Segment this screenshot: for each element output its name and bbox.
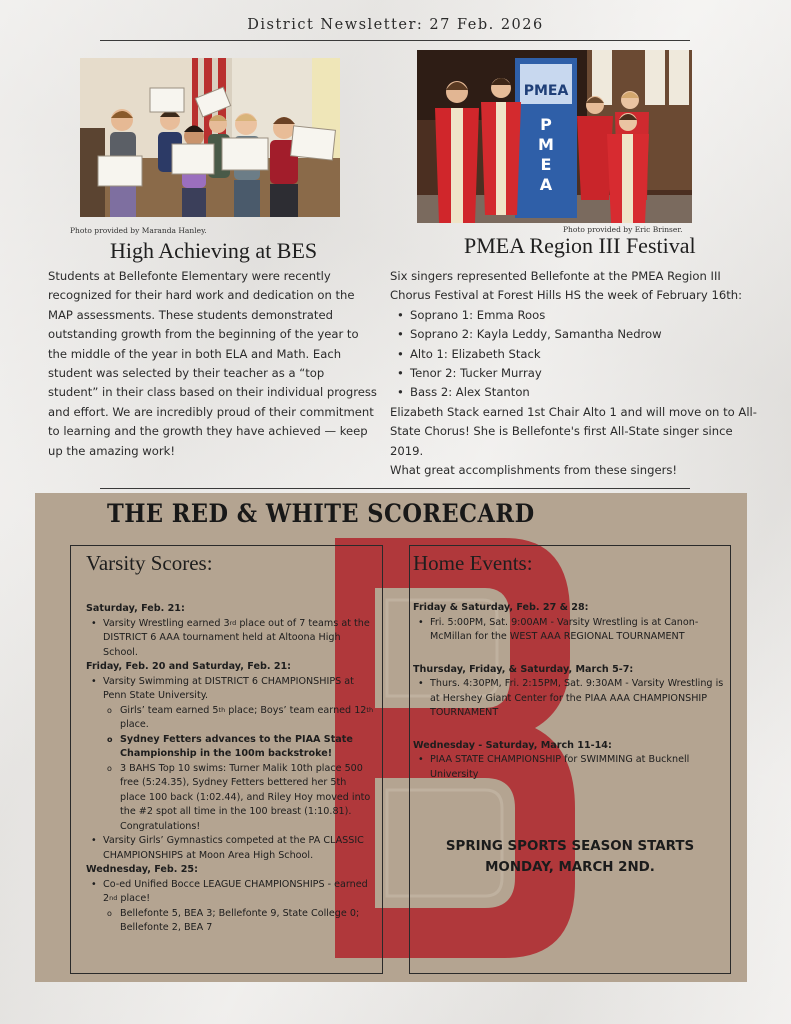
students-photo (80, 58, 340, 217)
home-events-list (413, 601, 725, 782)
article-body-pmea (390, 267, 765, 480)
list-item: • Bass 2: Alex Stanton (390, 383, 765, 402)
scorecard-section (35, 493, 747, 982)
list-item: • Co-ed Unified Bocce LEAGUE CHAMPIONSHIPS - earned 2nd place! o Bellefonte 5, BEA 3; Bellefonte 9, State College 0; Bellefonte 2, BEA 7 (86, 878, 374, 936)
photo-credit-right: Photo provided by Eric Brinser. (563, 225, 683, 234)
list-item: • Thurs. 4:30PM, Fri. 2:15PM, Sat. 9:30AM - Varsity Wrestling is at Hershey Giant Center for the PIAA AAA CHAMPIONSHIP TOURNAMENT (413, 677, 725, 721)
date-heading: Thursday, Friday, & Saturday, March 5-7: (413, 663, 634, 675)
date-heading: Wednesday - Saturday, March 11-14: (413, 739, 612, 751)
list-item: o Bellefonte 5, BEA 3; Bellefonte 9, State College 0; Bellefonte 2, BEA 7 (103, 907, 374, 936)
list-item: • Soprano 2: Kayla Leddy, Samantha Nedrow (390, 325, 765, 344)
list-item: • Tenor 2: Tucker Murray (390, 364, 765, 383)
list-item: • Soprano 1: Emma Roos (390, 306, 765, 325)
list-item: • PIAA STATE CHAMPIONSHIP for SWIMMING at Bucknell University (413, 753, 725, 782)
article-body-high-achieving: Students at Bellefonte Elementary were recently recognized for their hard work and dedication on the MAP assessments. These students demonstrated outstanding growth from the beginning of the year to the middle of the year in both ELA and Math. Each student was selected by their teacher as a “top student” in their class based on their individual progress and effort. We are incredibly proud of their commitment to learning and the growth they have achieved — keep up the amazing work! (48, 269, 377, 458)
svg-text:M: M (538, 135, 554, 154)
date-heading: Wednesday, Feb. 25: (86, 864, 198, 875)
date-heading: Friday, Feb. 20 and Saturday, Feb. 21: (86, 661, 292, 672)
svg-text:A: A (539, 175, 553, 194)
headline-high-achieving: High Achieving at BES (110, 238, 318, 263)
varsity-scores-list (86, 602, 374, 936)
pmea-closing: What great accomplishments from these singers! (390, 463, 678, 478)
svg-text:P: P (540, 115, 552, 134)
varsity-scores-title: Varsity Scores: (86, 551, 213, 575)
list-item: • Varsity Swimming at DISTRICT 6 CHAMPIONSHIPS at Penn State University. o Girls’ team earned 5th place; Boys’ team earned 12th place. o Sydney Fetters advances to the PIAA State Championship in the 100m backstroke! o 3 BAHS Top 10 swims: Turner Malik 10th place 500 free (5:24.35), Sydney Fetters bettered her 5th place 100 back (1:02.44), and Riley Hoy moved into the #2 spot all time in the 100 breast (1:10.81). Congratulations! (86, 675, 374, 835)
svg-text:E: E (540, 155, 552, 174)
list-item: • Alto 1: Elizabeth Stack (390, 345, 765, 364)
list-item: o 3 BAHS Top 10 swims: Turner Malik 10th place 500 free (5:24.35), Sydney Fetters bettered her 5th place 100 back (1:02.44), and Riley Hoy moved into the #2 spot all time in the 100 breast (1:10.81). Congratulations! (103, 762, 374, 835)
pmea-logo-text: PMEA (523, 83, 569, 99)
spring-season-notice: SPRING SPORTS SEASON STARTS MONDAY, MARCH 2ND. (445, 839, 695, 875)
pmea-outro: Elizabeth Stack earned 1st Chair Alto 1 and will move on to All-State Chorus! She is Bellefonte's first All-State singer since 2019. (390, 404, 757, 458)
home-events-title: Home Events: (413, 551, 533, 575)
newsletter-masthead: District Newsletter: 27 Feb. 2026 (247, 17, 544, 33)
section-rule (100, 488, 690, 489)
list-item: • Fri. 5:00PM, Sat. 9:00AM - Varsity Wrestling is at Canon-McMillan for the WEST AAA REGIONAL TOURNAMENT (413, 616, 725, 645)
masthead-rule (100, 40, 690, 41)
singer-list (390, 306, 765, 403)
headline-pmea-festival: PMEA Region III Festival (464, 233, 696, 258)
scorecard-title: THE RED & WHITE SCORECARD (107, 499, 535, 528)
list-item: • Varsity Wrestling earned 3rd place out of 7 teams at the DISTRICT 6 AAA tournament held at Altoona High School. (86, 617, 374, 661)
pmea-singers-photo (417, 50, 692, 223)
list-item: o Sydney Fetters advances to the PIAA State Championship in the 100m backstroke! (103, 733, 374, 762)
list-item: • Varsity Girls’ Gymnastics competed at the PA CLASSIC CHAMPIONSHIPS at Moon Area High School. (86, 834, 374, 863)
date-heading: Saturday, Feb. 21: (86, 603, 185, 614)
date-heading: Friday & Saturday, Feb. 27 & 28: (413, 602, 589, 613)
pmea-intro: Six singers represented Bellefonte at the PMEA Region III Chorus Festival at Forest Hills HS the week of February 16th: (390, 269, 743, 303)
list-item: o Girls’ team earned 5th place; Boys’ team earned 12th place. (103, 704, 374, 733)
photo-credit-left: Photo provided by Maranda Hanley. (70, 226, 207, 235)
